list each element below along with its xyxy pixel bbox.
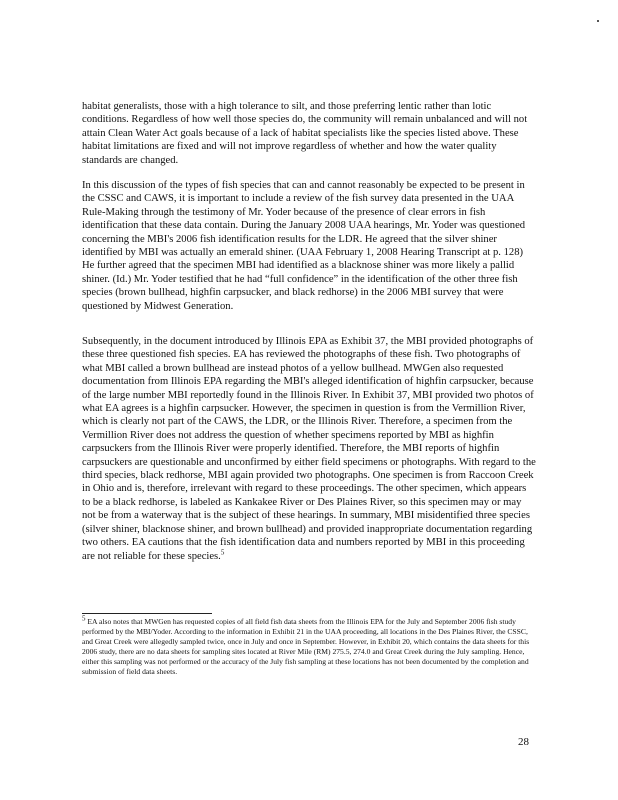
footnote-text: EA also notes that MWGen has requested copies of all field fish data sheets from the Illinois EPA for the July and September 2006 fish study performed by the MBI/Yoder. According to the information in Exhibit 21 in the UAA proceeding, all locations in the Des Plaines River, the CSSC, and Great Creek were allegedly sampled twice, once in July and once in September. However, in Exhibit 20, which contains the data sheets for this 2006 study, there are no data sheets for sampling sites located at River Mile (RM) 275.5, 274.0 and Great Creek during the July sampling. Hence, either this sampling was not performed or the accuracy of the July fish sampling at these locations has not been documented by the completion and submission of field data sheets.	[82, 617, 530, 676]
paragraph-exhibit-37	[82, 335, 537, 563]
footnote	[82, 614, 537, 677]
page-number: 28	[518, 736, 529, 748]
footnote-reference: 5	[220, 547, 225, 556]
paragraph-exhibit-37-text: Subsequently, in the document introduced by Illinois EPA as Exhibit 37, the MBI provided photographs of these three questioned fish species. EA has reviewed the photographs of these fish. Two photographs of what MBI called a brown bullhead are instead photos of a yellow bullhead. MWGen also requested documentation from Illinois EPA regarding the MBI's alleged identification of highfin carpsucker, because of the large number MBI reportedly found in the Illinois River. In Exhibit 37, MBI provided two photos of what EA agrees is a highfin carpsucker. However, the specimen in question is from the Vermillion River, which is clearly not part of the CAWS, the LDR, or the Illinois River. Therefore, a specimen from the Vermillion River does not address the question of whether specimens reported by MBI as highfin carpsuckers from the Illinois River were properly identified. Therefore, the MBI reports of highfin carpsuckers are questionable and unconfirmed by either field specimens or photographs. With regard to the third species, black redhorse, MBI again provided two photographs. One specimen is from Raccoon Creek in Ohio and is, therefore, irrelevant with regard to these proceedings. The other specimen, which appears to be a black redhorse, is labeled as Kankakee River or Des Plaines River, so this specimen may or may not be from a waterway that is the subject of these hearings. In summary, MBI misidentified three species (silver shiner, blacknose shiner, and brown bullhead) and provided inappropriate documentation regarding two others. EA cautions that the fish identification data and numbers reported by MBI in this proceeding are not reliable for these species.	[82, 336, 536, 562]
scan-mark	[597, 20, 599, 22]
paragraph-habitat-generalists: habitat generalists, those with a high tolerance to silt, and those preferring lentic rather than lotic conditions. Regardless of how well those species do, the community will remain unbalanced and will not attain Clean Water Act goals because of a lack of habitat specialists like the species listed above. These habitat limitations are fixed and will not improve regardless of whether and how the water quality standards are changed.	[82, 101, 528, 166]
footnote-divider	[82, 613, 212, 614]
paragraph-fish-survey-review: In this discussion of the types of fish species that can and cannot reasonably be expected to be present in the CSSC and CAWS, it is important to include a review of the fish survey data presented in the UAA Rule-Making through the testimony of Mr. Yoder because of the presence of clear errors in fish identification that these data contain. During the January 2008 UAA hearings, Mr. Yoder was questioned concerning the MBI's 2006 fish identification results for the LDR. He agreed that the silver shiner identified by MBI was actually an emerald shiner. (UAA February 1, 2008 Hearing Transcript at p. 128) He further agreed that the specimen MBI had identified as a blacknose shiner was more likely a pallid shiner. (Id.) Mr. Yoder testified that he had “full confidence” in the identification of the other three fish species (brown bullhead, highfin carpsucker, and black redhorse) in the 2006 MBI survey that were questioned by Midwest Generation.	[82, 180, 526, 312]
footnote-marker: 5	[82, 614, 86, 623]
